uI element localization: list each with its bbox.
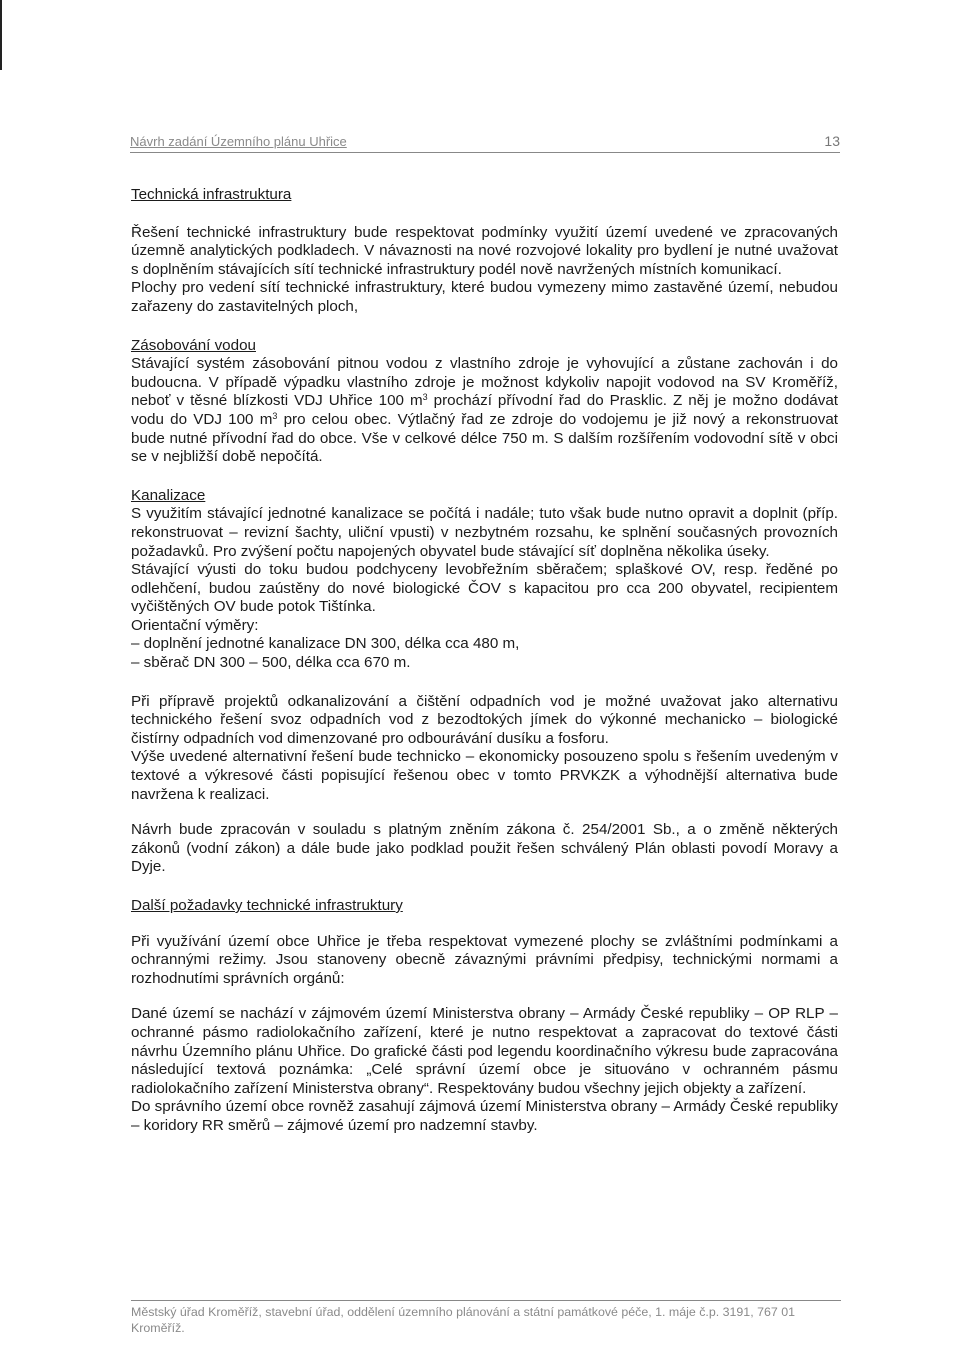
heading-other-requirements: Další požadavky technické infrastruktury xyxy=(131,897,403,914)
document-body xyxy=(131,186,838,1136)
paragraph: Stávající systém zásobování pitnou vodou z vlastního zdroje je vyhovující a zůstane zachován i do budoucna. V případě výpadku vlastního zdroje je možnost kdykoliv napojit vodovod na SV Kroměříž, neboť v těsné blízkosti VDJ Uhřice 100 $m^3$ prochází přívodní řad do Prasklic. Z něj je možno dodávat vodu do VDJ 100 $m^3$ pro celou obec. Výtlačný řad ze zdroje do vodojemu je již nový a rekonstruovat bude nutné přívodní řad do obce. Vše v celkové délce 750 m. S dalším rozšířením vodovodní sítě v obci se v nejbližší době nepočítá. xyxy=(131,355,839,466)
paragraph: Orientační výměry: xyxy=(131,616,259,634)
paragraph: Řešení technické infrastruktury bude respektovat podmínky využití území uvedené ve zpracovaných územně analytických podkladech. V návaznosti na nové rozvojové lokality pro bydlení je nutné uvažovat s doplněním stávajících sítí technické infrastruktury podél nově navržených místních komunikací. xyxy=(131,223,838,278)
paragraph: S využitím stávající jednotné kanalizace se počítá i nadále; tuto však bude nutno opravit a doplnit (příp. rekonstruovat – revizní šachty, uliční vpusti) v nezbytném rozsahu, ke splnění současných provozních požadavků. Pro zvýšení počtu napojených obyvatel bude stávající síť doplněna několika úseky. xyxy=(131,505,838,560)
paragraph: Dané území se nachází v zájmovém území Ministerstva obrany – Armády České republiky – OP RLP – ochranné pásmo radiolokačního zařízení, které je nutno respektovat a zapracovat do textové části návrhu Územního plánu Uhřice. Do grafické části pod legendu koordinačního výkresu bude zapracována následující textová poznámka: „Celé správní území obce je situováno v ochranném pásmu radiolokačního zařízení Ministerstva obrany“. Respektovány budou všechny jejich objekty a zařízení. xyxy=(131,1005,838,1097)
heading-technical-infrastructure: Technická infrastruktura xyxy=(131,186,292,203)
paragraph: Při využívání území obce Uhřice je třeba respektovat vymezené plochy se zvláštními podmínkami a ochrannými režimy. Jsou stanoveny obecně závaznými právními předpisy, technickými normami a rozhodnutími správních orgánů: xyxy=(131,932,838,987)
page-header xyxy=(130,132,840,153)
paragraph: Návrh bude zpracován v souladu s platným zněním zákona č. 254/2001 Sb., a o změně některých zákonů (vodní zákon) a dále bude jako podklad použit řešen schválený Plán oblasti povodí Moravy a Dyje. xyxy=(131,821,838,876)
paragraph: Plochy pro vedení sítí technické infrastruktury, které budou vymezeny mimo zastavěné území, nebudou zařazeny do zastavitelných ploch, xyxy=(131,279,838,315)
page-footer: Městský úřad Kroměříž, stavební úřad, oddělení územního plánování a státní památkové péče, 1. máje č.p. 3191, 767 01 Kroměříž. xyxy=(131,1300,841,1336)
heading-sewerage: Kanalizace xyxy=(131,486,206,504)
scan-edge-mark xyxy=(0,0,2,70)
list-item: – sběrač DN 300 – 500, délka cca 670 m. xyxy=(131,654,411,672)
heading-water-supply: Zásobování vodou xyxy=(131,336,256,354)
document-title: Návrh zadání Územního plánu Uhřice xyxy=(130,134,347,149)
paragraph: Stávající výusti do toku budou podchyceny levobřežním sběračem; splaškové OV, resp. ředěné po odlehčení, budou zaústěny do nové biologické ČOV s kapacitou pro cca 200 obyvatel, recipientem vyčištěných OV bude potok Tištínka. xyxy=(131,561,838,616)
page-number: 13 xyxy=(824,133,840,149)
paragraph: Výše uvedené alternativní řešení bude technicko – ekonomicky posouzeno spolu s řešením uvedeným v textové a výkresové části popisující řešenou obec v tomto PRVKZK a výhodnější alternativa bude navržena k realizaci. xyxy=(131,748,838,803)
list-item: – doplnění jednotné kanalizace DN 300, délka cca 480 m, xyxy=(131,635,520,653)
paragraph: Při přípravě projektů odkanalizování a čištění odpadních vod je možné uvažovat jako alternativu technického řešení svoz odpadních vod z bezodtokých jímek do výkonné mechanicko – biologické čistírny odpadních vod dimenzované pro odbourávání dusíku a fosforu. xyxy=(131,692,838,747)
paragraph: Do správního území obce rovněž zasahují zájmová území Ministerstva obrany – Armády České republiky – koridory RR směrů – zájmové území pro nadzemní stavby. xyxy=(131,1098,838,1134)
